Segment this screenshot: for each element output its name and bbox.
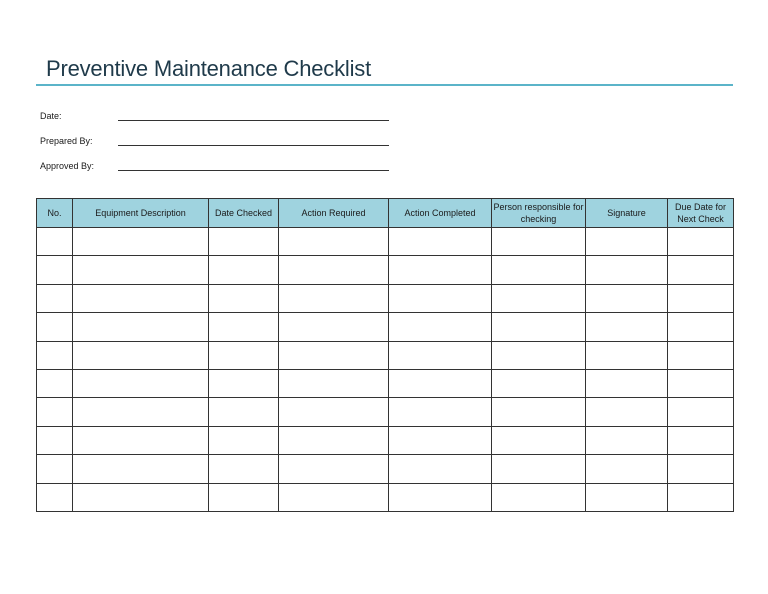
table-cell[interactable] (37, 398, 73, 426)
header-equipment-description: Equipment Description (73, 199, 209, 228)
table-cell[interactable] (37, 426, 73, 454)
approved-by-field (40, 160, 390, 174)
table-cell[interactable] (209, 369, 279, 397)
header-person-responsible: Person responsible for checking (492, 199, 586, 228)
table-cell[interactable] (73, 369, 209, 397)
table-cell[interactable] (389, 398, 492, 426)
table-cell[interactable] (209, 455, 279, 483)
table-cell[interactable] (279, 341, 389, 369)
table-cell[interactable] (586, 398, 668, 426)
table-cell[interactable] (37, 369, 73, 397)
table-cell[interactable] (209, 483, 279, 511)
table-row (37, 341, 734, 369)
table-cell[interactable] (389, 284, 492, 312)
table-cell[interactable] (668, 369, 734, 397)
table-body (37, 228, 734, 512)
table-cell[interactable] (492, 284, 586, 312)
table-row (37, 228, 734, 256)
table-cell[interactable] (37, 313, 73, 341)
table-cell[interactable] (586, 313, 668, 341)
header-date-checked: Date Checked (209, 199, 279, 228)
header-action-required: Action Required (279, 199, 389, 228)
table-cell[interactable] (209, 284, 279, 312)
table-cell[interactable] (389, 341, 492, 369)
date-input-line[interactable] (118, 120, 389, 121)
table-row (37, 455, 734, 483)
table-cell[interactable] (492, 228, 586, 256)
title-underline (36, 84, 733, 86)
table-cell[interactable] (73, 228, 209, 256)
table-cell[interactable] (668, 398, 734, 426)
table-cell[interactable] (492, 313, 586, 341)
table-cell[interactable] (668, 256, 734, 284)
header-action-completed: Action Completed (389, 199, 492, 228)
table-cell[interactable] (389, 455, 492, 483)
table-cell[interactable] (586, 426, 668, 454)
approved-by-label: Approved By: (40, 161, 95, 171)
date-label: Date: (40, 111, 62, 121)
date-field (40, 110, 390, 124)
table-cell[interactable] (279, 455, 389, 483)
table-cell[interactable] (586, 284, 668, 312)
table-row (37, 313, 734, 341)
table-cell[interactable] (73, 256, 209, 284)
prepared-by-field (40, 135, 390, 149)
prepared-by-label: Prepared By: (40, 136, 93, 146)
table-row (37, 369, 734, 397)
table-row (37, 483, 734, 511)
table-cell[interactable] (668, 455, 734, 483)
table-cell[interactable] (279, 398, 389, 426)
table-cell[interactable] (668, 228, 734, 256)
table-cell[interactable] (73, 313, 209, 341)
table-cell[interactable] (668, 426, 734, 454)
table-cell[interactable] (586, 369, 668, 397)
header-due-date: Due Date for Next Check (668, 199, 734, 228)
table-cell[interactable] (279, 256, 389, 284)
table-cell[interactable] (279, 483, 389, 511)
table-cell[interactable] (73, 483, 209, 511)
table-cell[interactable] (279, 426, 389, 454)
table-cell[interactable] (209, 228, 279, 256)
table-cell[interactable] (279, 284, 389, 312)
table-cell[interactable] (668, 284, 734, 312)
table-cell[interactable] (37, 341, 73, 369)
table-cell[interactable] (73, 398, 209, 426)
table-cell[interactable] (209, 426, 279, 454)
table-cell[interactable] (37, 256, 73, 284)
table-cell[interactable] (73, 455, 209, 483)
table-cell[interactable] (389, 369, 492, 397)
table-cell[interactable] (492, 455, 586, 483)
table-cell[interactable] (73, 284, 209, 312)
table-cell[interactable] (586, 341, 668, 369)
table-cell[interactable] (389, 426, 492, 454)
table-cell[interactable] (668, 341, 734, 369)
table-cell[interactable] (389, 256, 492, 284)
table-cell[interactable] (279, 228, 389, 256)
prepared-by-input-line[interactable] (118, 145, 389, 146)
table-cell[interactable] (37, 483, 73, 511)
table-row (37, 256, 734, 284)
table-cell[interactable] (279, 369, 389, 397)
table-cell[interactable] (209, 341, 279, 369)
table-cell[interactable] (389, 313, 492, 341)
table-cell[interactable] (209, 256, 279, 284)
table-cell[interactable] (37, 228, 73, 256)
header-signature: Signature (586, 199, 668, 228)
approved-by-input-line[interactable] (118, 170, 389, 171)
table-cell[interactable] (73, 341, 209, 369)
table-cell[interactable] (37, 455, 73, 483)
table-cell[interactable] (37, 284, 73, 312)
table-cell[interactable] (492, 369, 586, 397)
table-cell[interactable] (586, 455, 668, 483)
table-cell[interactable] (209, 313, 279, 341)
table-header-row (37, 199, 734, 228)
table-cell[interactable] (586, 483, 668, 511)
table-row (37, 284, 734, 312)
table-row (37, 398, 734, 426)
table-cell[interactable] (73, 426, 209, 454)
table-cell[interactable] (586, 256, 668, 284)
table-cell[interactable] (209, 398, 279, 426)
table-cell[interactable] (492, 256, 586, 284)
checklist-table (36, 198, 734, 512)
table-cell[interactable] (279, 313, 389, 341)
table-cell[interactable] (668, 483, 734, 511)
page-title: Preventive Maintenance Checklist (46, 56, 371, 81)
table-cell[interactable] (668, 313, 734, 341)
table-cell[interactable] (389, 483, 492, 511)
table-cell[interactable] (586, 228, 668, 256)
table-cell[interactable] (492, 398, 586, 426)
table-row (37, 426, 734, 454)
table-cell[interactable] (389, 228, 492, 256)
table-cell[interactable] (492, 426, 586, 454)
header-no: No. (37, 199, 73, 228)
table-cell[interactable] (492, 483, 586, 511)
table-cell[interactable] (492, 341, 586, 369)
